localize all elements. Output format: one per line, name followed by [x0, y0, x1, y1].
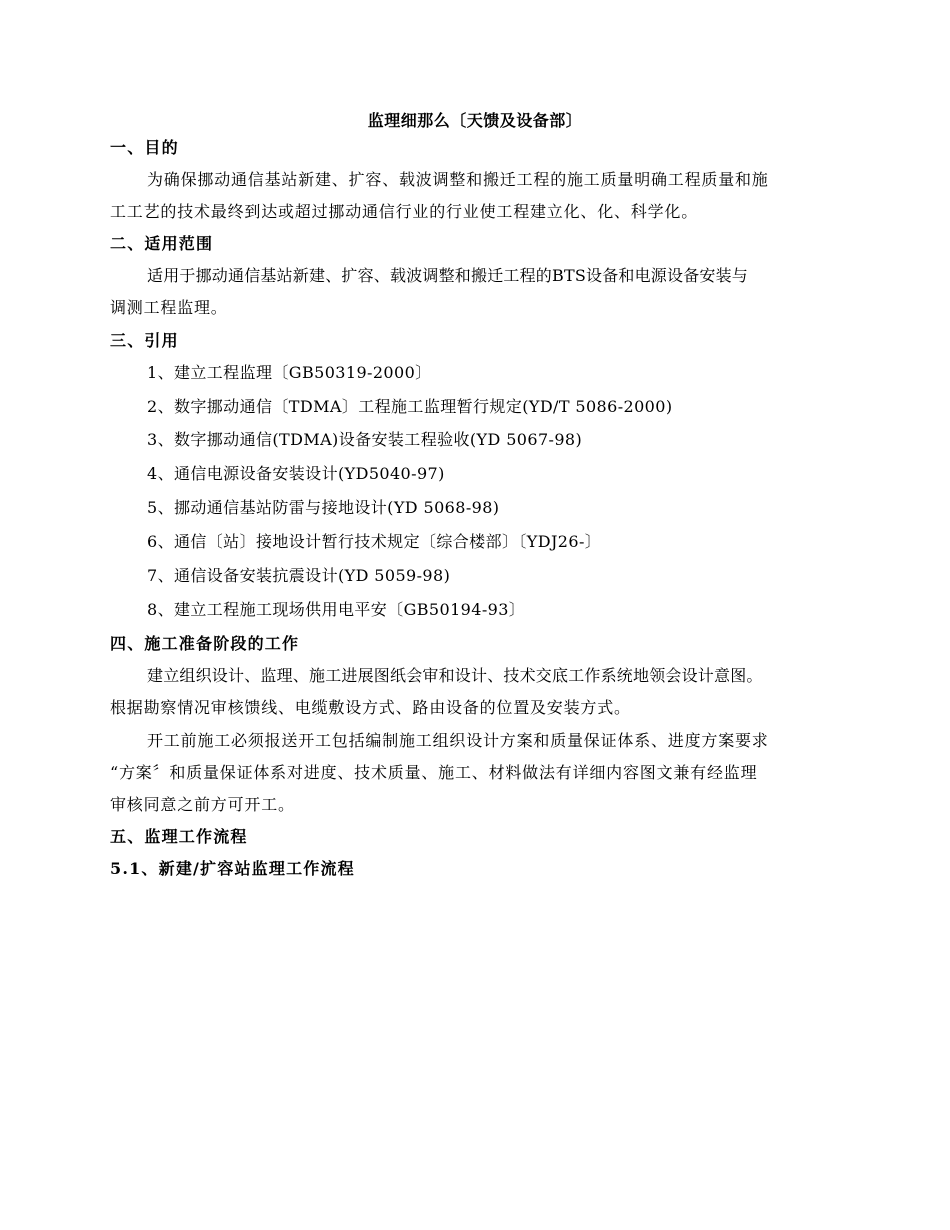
sub-heading-new-expansion-workflow: 5.1、新建/扩容站监理工作流程 [110, 859, 355, 878]
document-title: 监理细那么〔天馈及设备部〕 [367, 111, 583, 130]
preparation-text-line-3: 开工前施工必须报送开工包括编制施工组织设计方案和质量保证体系、进度方案要求 [147, 731, 769, 750]
purpose-text-line-2: 工工艺的技术最终到达或超过挪动通信行业的行业使工程建立化、化、科学化。 [110, 202, 699, 221]
preparation-text-line-1: 建立组织设计、监理、施工进展图纸会审和设计、技术交底工作系统地领会设计意图。 [147, 666, 763, 685]
reference-item: 4、通信电源设备安装设计(YD5040-97) [147, 464, 445, 483]
scope-text-line-1: 适用于挪动通信基站新建、扩容、载波调整和搬迁工程的BTS设备和电源设备安装与 [147, 266, 748, 285]
purpose-text-line-1: 为确保挪动通信基站新建、扩容、载波调整和搬迁工程的施工质量明确工程质量和施 [147, 170, 769, 189]
section-heading-references: 三、引用 [110, 331, 179, 350]
scope-text-line-2: 调测工程监理。 [110, 298, 228, 317]
preparation-text-line-5: 审核同意之前方可开工。 [110, 795, 295, 814]
section-heading-purpose: 一、目的 [110, 138, 179, 157]
reference-item: 3、数字挪动通信(TDMA)设备安装工程验收(YD 5067-98) [147, 430, 583, 449]
reference-item: 2、数字挪动通信〔TDMA〕工程施工监理暂行规定(YD/T 5086-2000) [147, 397, 673, 416]
reference-item: 7、通信设备安装抗震设计(YD 5059-98) [147, 566, 451, 585]
preparation-text-line-2: 根据勘察情况审核馈线、电缆敷设方式、路由设备的位置及安装方式。 [110, 698, 631, 717]
section-heading-workflow: 五、监理工作流程 [110, 827, 248, 846]
reference-item: 5、挪动通信基站防雷与接地设计(YD 5068-98) [147, 498, 500, 517]
section-heading-preparation: 四、施工准备阶段的工作 [110, 634, 300, 653]
section-heading-scope: 二、适用范围 [110, 234, 214, 253]
preparation-text-line-4: “方案〞和质量保证体系对进度、技术质量、施工、材料做法有详细内容图文兼有经监理 [110, 763, 758, 782]
reference-item: 8、建立工程施工现场供用电平安〔GB50194-93〕 [147, 600, 526, 619]
reference-item: 1、建立工程监理〔GB50319-2000〕 [147, 363, 432, 382]
reference-item: 6、通信〔站〕接地设计暂行技术规定〔综合楼部〕〔YDJ26-〕 [147, 532, 602, 551]
